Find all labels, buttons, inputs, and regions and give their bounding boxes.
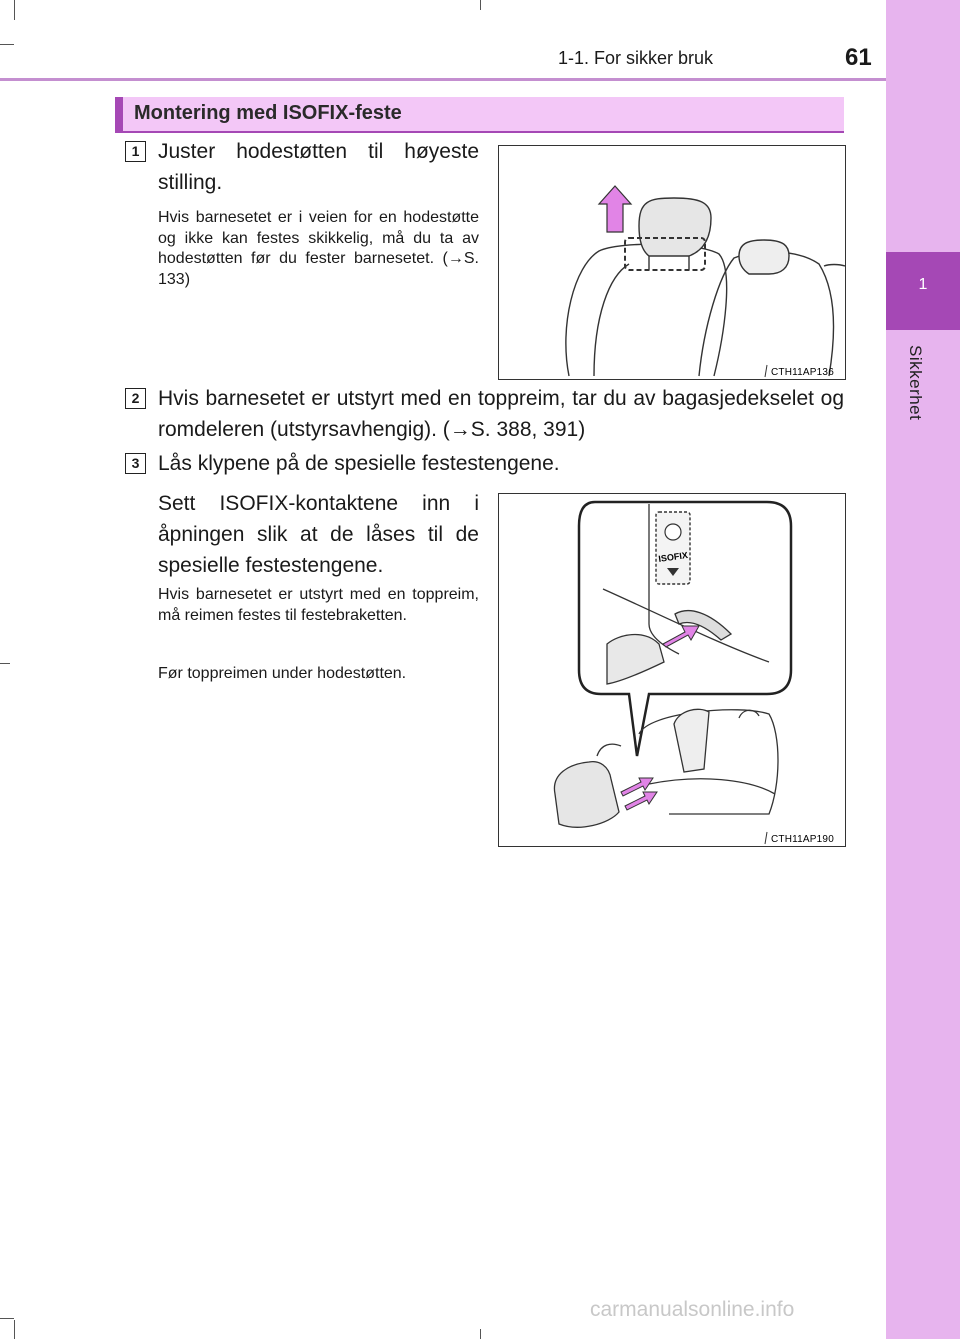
isofix-illustration <box>499 494 845 846</box>
step-1-text: Juster hodestøtten til høyeste stilling. <box>158 140 479 194</box>
page-number: 61 <box>845 44 872 71</box>
step-3-note-1: Hvis barnesetet er utstyrt med en toppreim, må reimen festes til festebraketten. <box>158 586 479 624</box>
chapter-label: Sikkerhet <box>906 345 925 421</box>
step-number-1: 1 <box>125 141 146 162</box>
crop-mark <box>0 663 10 664</box>
isofix-label: ISOFIX <box>657 549 689 564</box>
step-1-note: Hvis barnesetet er i veien for en hodestøtte og ikke kan festes skikkelig, må du ta av hodestøtten før du fester barnesetet. (→S. 133) <box>158 209 479 288</box>
step-3-subtext: Sett ISOFIX-kontaktene inn i åpningen slik at de låses til de spesielle festestengene. <box>158 492 479 577</box>
chapter-side-tab <box>886 0 960 1339</box>
isofix-figure <box>498 493 846 847</box>
crop-mark <box>480 1329 481 1339</box>
header-section-title: 1-1. For sikker bruk <box>558 48 714 68</box>
headrest-illustration <box>499 146 845 379</box>
child-seat-icon <box>665 524 681 540</box>
section-heading-accent <box>115 97 123 131</box>
chapter-number: 1 <box>918 276 928 293</box>
step-2-text: Hvis barnesetet er utstyrt med en toppreim, tar du av bagasjedekselet og romdeleren (utstyrsavhengig). (→S. 388, 391) <box>158 387 844 441</box>
crop-mark <box>14 0 15 20</box>
attach-arrow-icon <box>625 792 657 810</box>
figure-1-code: CTH11AP136 <box>771 367 834 378</box>
up-arrow-icon <box>599 186 631 232</box>
figure-2-code: CTH11AP190 <box>771 834 834 845</box>
crop-mark <box>480 0 481 10</box>
step-number-3: 3 <box>125 453 146 474</box>
header-rule <box>0 78 886 81</box>
headrest-figure <box>498 145 846 380</box>
step-3-text: Lås klypene på de spesielle festestengene. <box>158 452 560 475</box>
section-title: Montering med ISOFIX-feste <box>134 102 402 124</box>
crop-mark <box>14 1320 15 1339</box>
crop-mark <box>0 1318 14 1319</box>
crop-mark <box>0 44 14 45</box>
step-3-note-2: Før toppreimen under hodestøtten. <box>158 665 407 682</box>
section-heading-underline <box>115 131 844 133</box>
step-number-2: 2 <box>125 388 146 409</box>
footer-watermark: carmanualsonline.info <box>590 1298 795 1321</box>
